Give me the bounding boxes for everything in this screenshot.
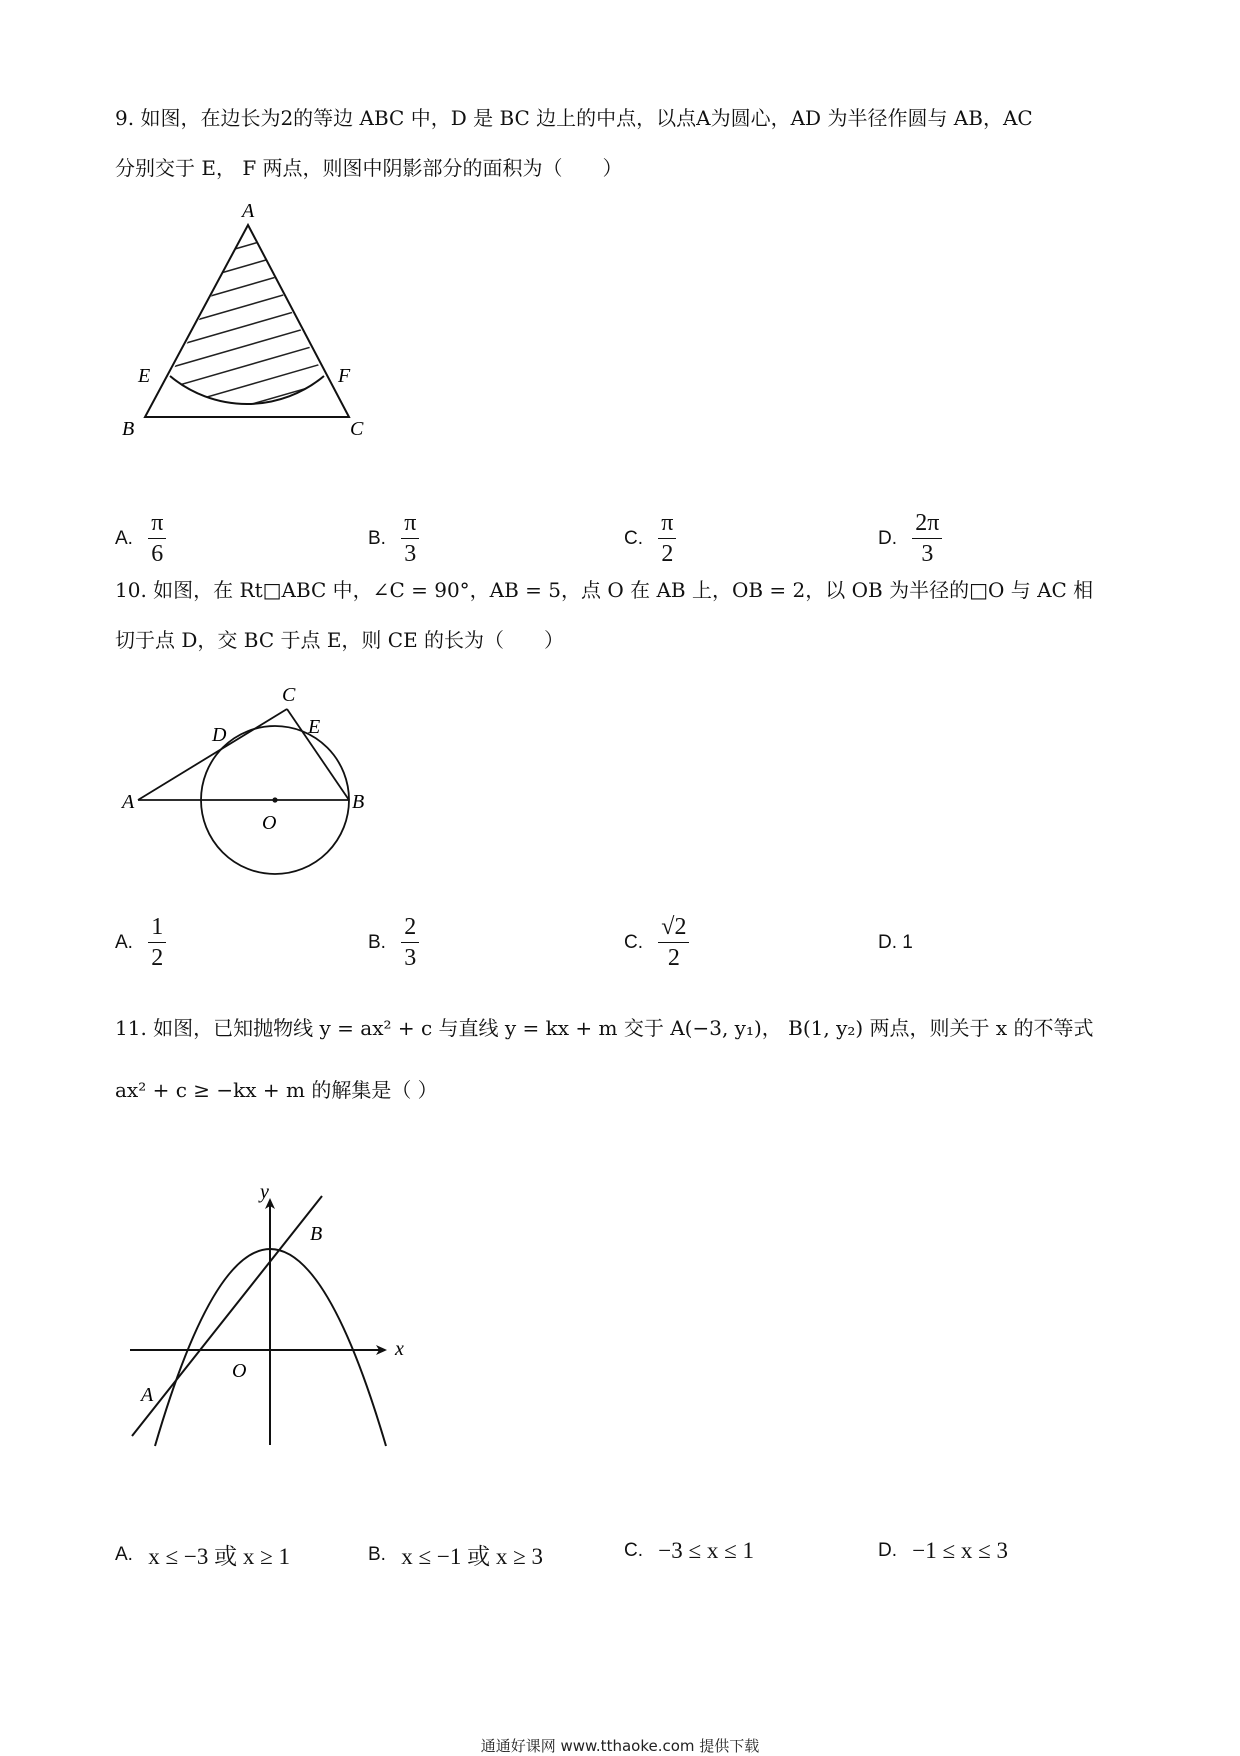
- fraction-numerator: 2π: [912, 510, 942, 539]
- q10-option-c[interactable]: [624, 914, 689, 972]
- fraction-denominator: 2: [151, 945, 164, 972]
- q10-option-d[interactable]: [878, 932, 923, 954]
- q11-label-b: B: [310, 1223, 323, 1245]
- option-label: C.: [624, 527, 643, 549]
- q10-option-b[interactable]: [368, 914, 419, 972]
- fraction-numerator: π: [401, 510, 419, 539]
- q9-label-a: A: [242, 200, 255, 222]
- fraction-numerator: √2: [658, 914, 689, 943]
- q9-label-b: B: [122, 418, 135, 440]
- option-label: A.: [115, 527, 133, 549]
- option-label: D. 1: [878, 932, 913, 953]
- option-text: −1 ≤ x ≤ 3: [912, 1538, 1008, 1563]
- q10-label-e: E: [308, 716, 321, 738]
- q10-label-b: B: [352, 791, 365, 813]
- option-label: B.: [368, 931, 386, 953]
- fraction-numerator: π: [658, 510, 676, 539]
- q9-text-line2: 分别交于 E， F 两点，则图中阴影部分的面积为（ ）: [115, 156, 623, 180]
- option-fraction: [401, 510, 419, 568]
- q9-option-a[interactable]: [115, 510, 166, 568]
- q10-circle-figure: [110, 672, 380, 892]
- q10-text-line1: 10. 如图，在 Rt□ABC 中，∠C = 90°，AB = 5，点 O 在 AB 上，OB = 2，以 OB 为半径的□O 与 AC 相: [115, 578, 1094, 602]
- q10-option-a[interactable]: [115, 914, 166, 972]
- q9-option-d[interactable]: [878, 510, 942, 568]
- fraction-denominator: 6: [151, 541, 164, 568]
- option-text: −3 ≤ x ≤ 1: [658, 1538, 754, 1563]
- q9-triangle-figure: [110, 195, 370, 440]
- q9-option-c[interactable]: [624, 510, 676, 568]
- q11-label-x: x: [395, 1338, 404, 1360]
- page-footer: 通通好课网 www.tthaoke.com 提供下载: [480, 1737, 760, 1755]
- q11-text-line2: ax² + c ≥ −kx + m 的解集是（ ）: [115, 1078, 438, 1102]
- q11-label-a: A: [141, 1384, 154, 1406]
- option-label: C.: [624, 931, 643, 953]
- option-label: D.: [878, 527, 897, 549]
- option-fraction: [658, 510, 676, 568]
- q10-label-c: C: [282, 684, 296, 706]
- q10-label-d: D: [212, 724, 227, 746]
- q11-graph-figure: [110, 1140, 430, 1460]
- q9-label-c: C: [350, 418, 364, 440]
- option-label: B.: [368, 527, 386, 549]
- q9-text-line1: 9. 如图，在边长为2的等边 ABC 中，D 是 BC 边上的中点，以点A为圆心，AD 为半径作圆与 AB，AC: [115, 106, 1033, 130]
- fraction-denominator: 3: [404, 945, 417, 972]
- option-label: A.: [115, 1543, 133, 1565]
- option-fraction: [148, 914, 166, 972]
- q9-option-b[interactable]: [368, 510, 419, 568]
- option-fraction: [912, 510, 942, 568]
- q10-label-a: A: [122, 791, 135, 813]
- option-text: x ≤ −1 或 x ≥ 3: [401, 1544, 543, 1569]
- q11-text-line1: 11. 如图，已知抛物线 y = ax² + c 与直线 y = kx + m 交于 A(−3, y₁)， B(1, y₂) 两点，则关于 x 的不等式: [115, 1016, 1094, 1040]
- q10-text-line2: 切于点 D，交 BC 于点 E，则 CE 的长为（ ）: [115, 628, 565, 652]
- option-label: B.: [368, 1543, 386, 1565]
- option-label: D.: [878, 1540, 897, 1561]
- q11-option-c[interactable]: [624, 1538, 754, 1564]
- q11-option-d[interactable]: [878, 1538, 1008, 1564]
- q11-option-b[interactable]: [368, 1538, 543, 1571]
- fraction-numerator: π: [148, 510, 166, 539]
- option-fraction: [658, 914, 689, 972]
- option-text: x ≤ −3 或 x ≥ 1: [148, 1544, 290, 1569]
- q9-label-e: E: [138, 365, 151, 387]
- fraction-denominator: 3: [921, 541, 934, 568]
- option-label: C.: [624, 1540, 643, 1561]
- q11-label-o: O: [232, 1360, 247, 1382]
- fraction-numerator: 2: [401, 914, 419, 943]
- q10-label-o: O: [262, 812, 277, 834]
- fraction-denominator: 3: [404, 541, 417, 568]
- option-label: A.: [115, 931, 133, 953]
- q11-label-y: y: [260, 1181, 269, 1203]
- option-fraction: [401, 914, 419, 972]
- fraction-numerator: 1: [148, 914, 166, 943]
- option-fraction: [148, 510, 166, 568]
- q9-label-f: F: [338, 365, 351, 387]
- fraction-denominator: 2: [667, 945, 680, 972]
- fraction-denominator: 2: [661, 541, 674, 568]
- q11-option-a[interactable]: [115, 1538, 290, 1571]
